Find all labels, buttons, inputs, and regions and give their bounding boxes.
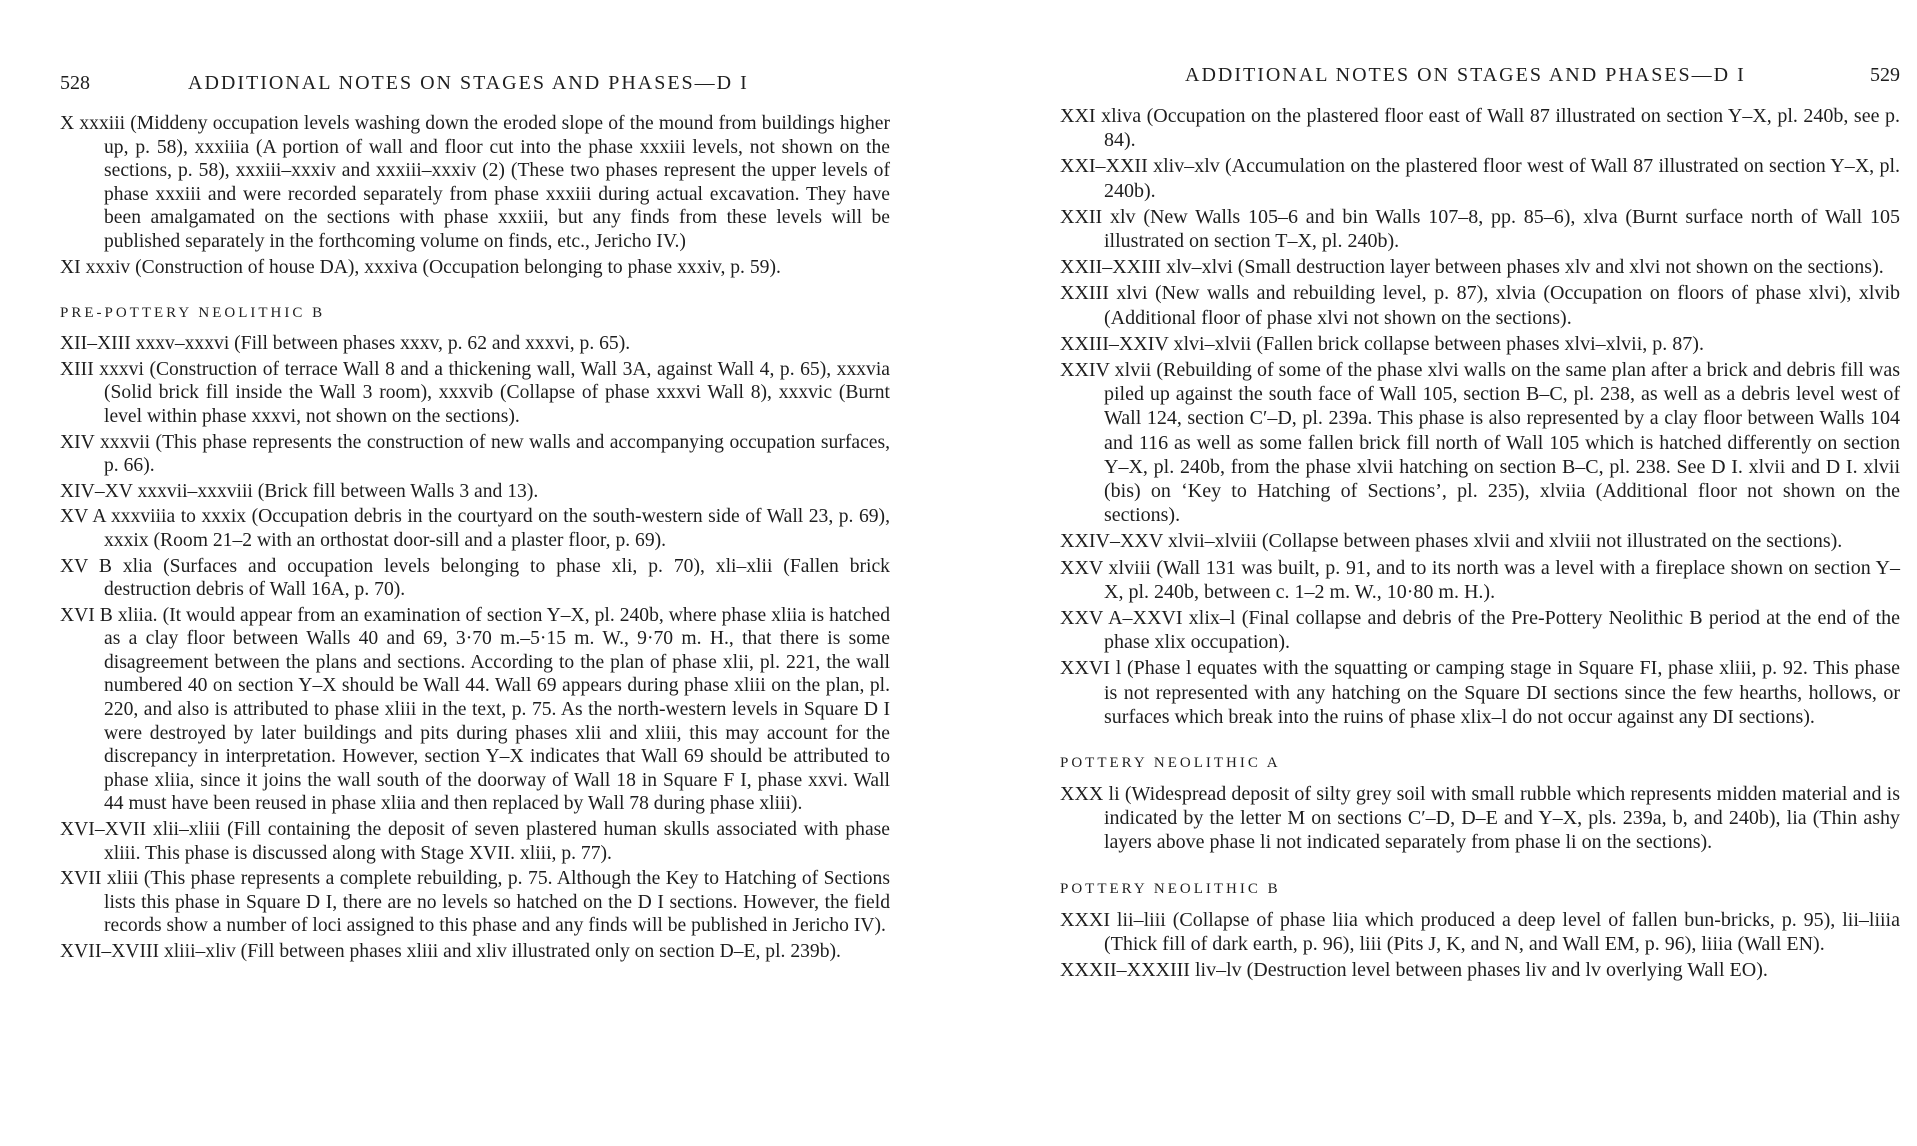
entry-text: xxxvi (Construction of terrace Wall 8 and a thickening wall, Wall 3A, against Wall 4, p. 65), xxxvia (Solid brick fill inside the Wall 3 room), xxxvib (Collapse of phase xxxvi Wall 8), xxxvic (Burnt level within phase xxxvi, not shown on the sections). (99, 358, 890, 427)
right-page (1060, 0, 1900, 1146)
running-head: ADDITIONAL NOTES ON STAGES AND PHASES—D I (188, 72, 749, 94)
stage-label: XXX (1060, 783, 1104, 806)
phase-entry (60, 940, 890, 964)
stage-label: XIII (60, 358, 94, 380)
stage-label: XV A (60, 506, 106, 528)
entry-text: xlv–xlvi (Small destruction layer between phases xlv and xlvi not shown on the sections). (1166, 256, 1884, 279)
entry-text: xliv–xlv (Accumulation on the plastered floor west of Wall 87 illustrated on section Y–X, pl. 240b). (1104, 155, 1901, 202)
stage-label: XV B (60, 555, 112, 577)
stage-label: XXXI (1060, 908, 1110, 931)
stage-label: XVII–XVIII (60, 941, 160, 962)
right-page-header (1060, 64, 1900, 94)
phase-entry (1060, 281, 1900, 329)
entry-text: xlvii–xlviii (Collapse between phases xlvii and xlviii not illustrated on the sections). (1167, 530, 1843, 553)
entry-text: xlviii (Wall 131 was built, p. 91, and to its north was a level with a fireplace shown on section Y–X, pl. 240b, between c. 1–2 m. W., 10·80 m. H.). (1104, 556, 1900, 603)
stage-label: XVII (60, 868, 102, 890)
phase-entry (1060, 529, 1900, 553)
stage-label: XXI (1060, 105, 1096, 127)
entry-text: xlia (Surfaces and occupation levels belonging to phase xli, p. 70), xli–xlii (Fallen brick destruction debris of Wall 16A, p. 70). (104, 555, 890, 601)
entry-text: xxxiii (Middeny occupation levels washing down the eroded slope of the mound from buildings higher up, p. 58), xxxiiia (A portion of wall and floor cut into the phase xxxiii levels, not shown on the sections, p. 58), xxxiii–xxxiv and xxxiii–xxxiv (2) (These two phases represent the upper levels of phase xxxiii and were recorded separately from phase xxxiii during actual excavation. They have been amalgamated on the sections with phase xxxiii, but any finds from these levels will be published separately in the forthcoming volume on finds, etc., Jericho IV.) (79, 113, 890, 252)
stage-label: XXXII–XXXIII (1060, 959, 1190, 982)
running-head: ADDITIONAL NOTES ON STAGES AND PHASES—D I (1185, 64, 1746, 86)
entry-text: xlii–xliii (Fill containing the deposit of seven plastered human skulls associated with phase xliii. This phase is discussed along with Stage XVII. xliii, p. 77). (104, 819, 890, 864)
phase-entry (60, 604, 890, 816)
stage-label: XXIV (1060, 359, 1110, 382)
stage-label: XXV A–XXVI (1060, 607, 1183, 630)
entry-text: liv–lv (Destruction level between phases liv and lv overlying Wall EO). (1194, 959, 1768, 982)
entry-text: xlvi (New walls and rebuilding level, p. 87), xlvia (Occupation on floors of phase xlvi), xlvib (Additional floor of phase xlvi not shown on the sections). (1104, 282, 1900, 329)
section-heading: POTTERY NEOLITHIC A (1060, 755, 1281, 772)
entry-text: li (Widespread deposit of silty grey soil with small rubble which represents midden material and is indicated by the letter M on sections C′–D, D–E and Y–X, pls. 239a, b, and 240b), lia (Thin ashy layers above phase li not indicated separately from phase li on the sections). (1104, 783, 1900, 854)
stage-label: X (60, 113, 75, 134)
section-heading: PRE-POTTERY NEOLITHIC B (60, 305, 326, 322)
phase-entry (1060, 556, 1900, 604)
stage-label: XXV (1060, 556, 1103, 579)
left-page (60, 0, 890, 1146)
page-number: 528 (60, 72, 90, 94)
entry-text: xlix–l (Final collapse and debris of the Pre-Pottery Neolithic B period at the end of the phase xlix occupation). (1104, 607, 1901, 654)
phase-entry (60, 818, 890, 865)
stage-label: XXIII–XXIV (1060, 332, 1169, 355)
stage-label: XIV (60, 431, 95, 453)
stage-label: XXII (1060, 205, 1103, 228)
entry-text: xlv (New Walls 105–6 and bin Walls 107–8, pp. 85–6), xlva (Burnt surface north of Wall 105 illustrated on section T–X, pl. 240b). (1104, 205, 1900, 253)
phase-entry (1060, 154, 1900, 202)
phase-entry (1060, 255, 1900, 279)
entry-text: lii–liii (Collapse of phase liia which produced a deep level of fallen bun-bricks, p. 95), lii–liiia (Thick fill of dark earth, p. 96), liii (Pits J, K, and N, and Wall EM, p. 96), liiia (Wall EN). (1104, 908, 1900, 955)
phase-entry (1060, 908, 1900, 956)
phase-entry (1060, 205, 1900, 253)
entry-text: xxxv–xxxvi (Fill between phases xxxv, p. 62 and xxxvi, p. 65). (135, 333, 631, 355)
entry-text: xxxiv (Construction of house DA), xxxiva (Occupation belonging to phase xxxiv, p. 59). (85, 256, 781, 278)
entry-text: xxxvii–xxxviii (Brick fill between Walls 3 and 13). (137, 480, 539, 502)
entry-text: xliva (Occupation on the plastered floor east of Wall 87 illustrated on section Y–X, pl. 240b, see p. 84). (1101, 105, 1901, 152)
stage-label: XXII–XXIII (1060, 256, 1162, 279)
entry-text: xxxviiia to xxxix (Occupation debris in the courtyard on the south-western side of Wall 23, p. 69), xxxix (Room 21–2 with an orthostat door-sill and a plaster floor, p. 69). (104, 506, 890, 551)
stage-label: XVI–XVII (60, 819, 146, 841)
stage-label: XXIV–XXV (1060, 530, 1163, 553)
page-number: 529 (1870, 64, 1900, 86)
phase-entry (60, 332, 890, 356)
section-heading: POTTERY NEOLITHIC B (1060, 880, 1281, 897)
phase-entry (60, 256, 890, 280)
stage-label: XII–XIII (60, 333, 131, 355)
phase-entry (1060, 332, 1900, 356)
phase-entry (60, 867, 890, 938)
phase-entry (60, 358, 890, 429)
phase-entry (1060, 606, 1900, 654)
phase-entry (60, 505, 890, 552)
phase-entry (60, 480, 890, 504)
phase-entry (1060, 358, 1900, 527)
phase-entry (60, 555, 890, 602)
entry-text: xliii (This phase represents a complete rebuilding, p. 75. Although the Key to Hatching of Sections lists this phase in Square D I, there are no levels so hatched on the D I sections. However, the field records show a number of loci assigned to this phase and any finds will be published in Jericho IV). (104, 868, 890, 937)
phase-entry (1060, 782, 1900, 855)
phase-entry (1060, 656, 1900, 729)
entry-text: xliii–xliv (Fill between phases xliii and xliv illustrated only on section D–E, pl. 239b). (163, 941, 841, 962)
stage-label: XIV–XV (60, 480, 133, 502)
left-entries (60, 112, 890, 964)
entry-text: xlvi–xlvii (Fallen brick collapse between phases xlvi–xlvii, p. 87). (1173, 332, 1704, 355)
stage-label: XI (60, 256, 81, 278)
left-page-header (60, 72, 890, 102)
stage-label: XXIII (1060, 282, 1109, 305)
entry-text: xliia. (It would appear from an examination of section Y–X, pl. 240b, where phase xliia is hatched as a clay floor between Walls 40 and 69, 3·70 m.–5·15 m. W., 9·70 m. H., that there is some disagreement between the plans and sections. According to the plan of phase xlii, pl. 221, the wall numbered 40 on section Y–X should be Wall 44. Wall 69 appears during phase xliii on the plan, pl. 220, and also is attributed to phase xliii in the text, p. 75. As the north-western levels in Square D I were destroyed by later buildings and pits during phases xlii and xliii, this may account for the discrepancy in interpretation. However, section Y–X indicates that Wall 69 should be attributed to phase xliia, since it joins the wall south of the doorway of Wall 18 in Square F I, phase xxvi. Wall 44 must have been reused in phase xliia and then replaced by Wall 78 during phase xliii). (104, 604, 890, 815)
right-entries (1060, 104, 1900, 982)
phase-entry (60, 112, 890, 254)
stage-label: XXI–XXII (1060, 155, 1148, 178)
phase-entry (1060, 958, 1900, 982)
stage-label: XXVI (1060, 657, 1110, 680)
phase-entry (60, 431, 890, 478)
entry-text: xxxvii (This phase represents the construction of new walls and accompanying occupation surfaces, p. 66). (99, 431, 891, 477)
stage-label: XVI B (60, 604, 113, 626)
phase-entry (1060, 104, 1900, 152)
entry-text: l (Phase l equates with the squatting or camping stage in Square FI, phase xliii, p. 92. This phase is not represented with any hatching on the Square DI sections since the few hearths, hollows, or surfaces which break into the ruins of phase xlix–l do not occur against any DI sections). (1104, 657, 1901, 728)
entry-text: xlvii (Rebuilding of some of the phase xlvi walls on the same plan after a brick and debris fill was piled up against the south face of Wall 105, section B–C, pl. 238, as well as a debris level west of Wall 124, section C′–D, pl. 239a. This phase is also represented by a clay floor between Walls 104 and 116 as well as some fallen brick fill north of Wall 105 which is hatched differently on section Y–X, pl. 240b, from the phase xlvii hatching on section B–C, pl. 238. See D I. xlvii and D I. xlvii (bis) on ‘Key to Hatching of Sections’, pl. 235), xlviia (Additional floor not shown on the sections). (1104, 359, 1900, 527)
